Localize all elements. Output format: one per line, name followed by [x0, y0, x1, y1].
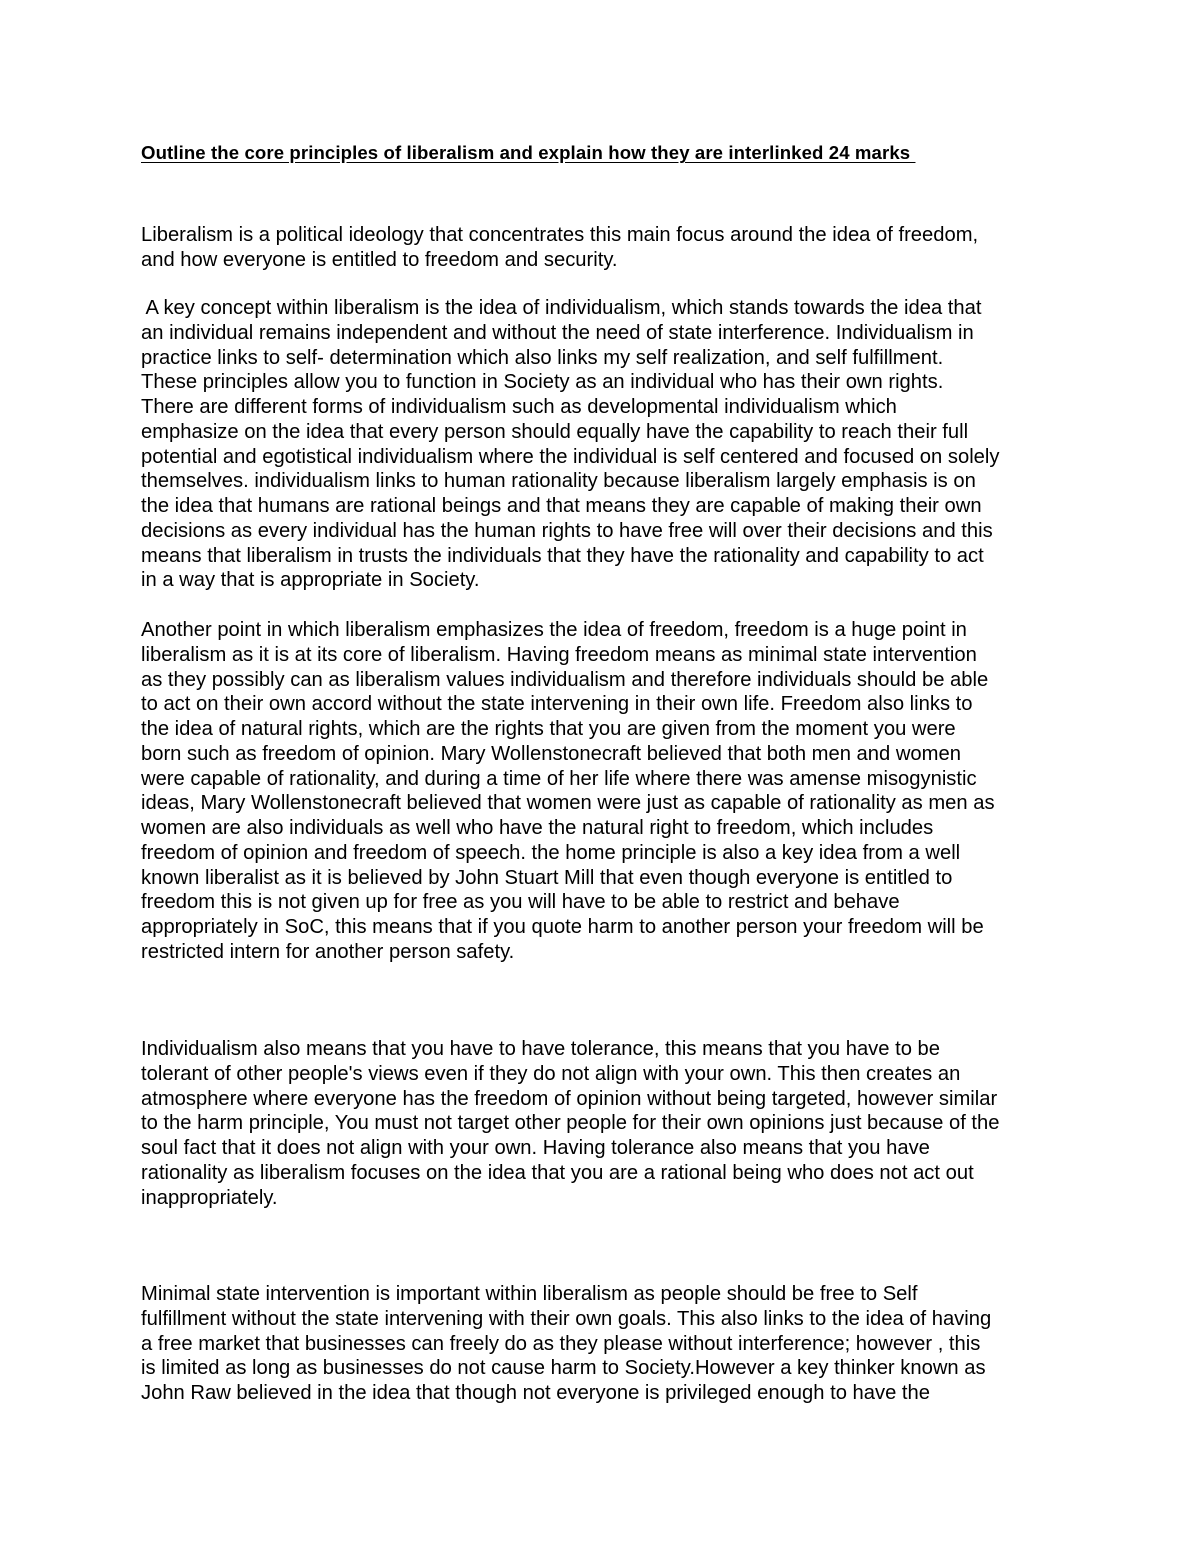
paragraph-individualism	[141, 296, 1066, 593]
paragraph-line: liberalism as it is at its core of liberalism. Having freedom means as minimal state intervention	[141, 643, 977, 666]
paragraph-line: as they possibly can as liberalism values individualism and therefore individuals should be able	[141, 668, 989, 691]
paragraph-line: Another point in which liberalism emphasizes the idea of freedom, freedom is a huge point in	[141, 619, 967, 641]
paragraph-line: a free market that businesses can freely do as they please without interference; however , this	[141, 1332, 981, 1355]
paragraph-line: the idea that humans are rational beings and that means they are capable of making their own	[141, 495, 982, 517]
paragraph-line: Liberalism is a political ideology that concentrates this main focus around the idea of freedom,	[141, 224, 979, 246]
paragraph-line: the idea of natural rights, which are the rights that you are given from the moment you were	[141, 718, 956, 740]
paragraph-line: in a way that is appropriate in Society.	[141, 569, 480, 592]
paragraph-tolerance	[141, 1037, 1066, 1210]
paragraph-line: atmosphere where everyone has the freedom of opinion without being targeted, however similar	[141, 1087, 998, 1110]
paragraph-line: emphasize on the idea that every person should equally have the capability to reach their full	[141, 420, 969, 443]
paragraph-line: appropriately in SoC, this means that if you quote harm to another person your freedom will be	[141, 916, 984, 938]
paragraph-line: to the harm principle, You must not target other people for their own opinions just because of the	[141, 1112, 1000, 1135]
paragraph-line: decisions as every individual has the human rights to have free will over their decisions and this	[141, 519, 993, 542]
paragraph-line: born such as freedom of opinion. Mary Wollenstonecraft believed that both men and women	[141, 742, 961, 765]
paragraph-line: practice links to self- determination which also links my self realization, and self fulfillment.	[141, 346, 944, 369]
paragraph-line: soul fact that it does not align with your own. Having tolerance also means that you have	[141, 1137, 930, 1159]
paragraph-line: freedom of opinion and freedom of speech. the home principle is also a key idea from a well	[141, 841, 961, 864]
paragraph-line: women are also individuals as well who have the natural right to freedom, which includes	[141, 817, 934, 839]
paragraph-line: John Raw believed in the idea that though not everyone is privileged enough to have the	[141, 1382, 930, 1404]
paragraph-line: freedom this is not given up for free as you will have to be able to restrict and behave	[141, 891, 900, 914]
paragraph-line: tolerant of other people's views even if they do not align with your own. This then creates an	[141, 1062, 961, 1085]
paragraph-line: to act on their own accord without the state intervening in their own life. Freedom also links to	[141, 693, 973, 716]
paragraph-line: Minimal state intervention is important within liberalism as people should be free to Self	[141, 1283, 918, 1305]
paragraph-line: an individual remains independent and without the need of state interference. Individualism in	[141, 321, 974, 344]
paragraph-line: rationality as liberalism focuses on the idea that you are a rational being who does not act out	[141, 1161, 974, 1184]
paragraph-line: ideas, Mary Wollenstonecraft believed that women were just as capable of rationality as men as	[141, 792, 995, 815]
paragraph-line: fulfillment without the state intervening with their own goals. This also links to the idea of having	[141, 1307, 992, 1330]
paragraph-line: These principles allow you to function in Society as an individual who has their own rights.	[141, 371, 944, 394]
paragraph-line: restricted intern for another person safety.	[141, 940, 515, 963]
paragraph-line: themselves. individualism links to human rationality because liberalism largely emphasis is on	[141, 470, 976, 493]
paragraph-line: were capable of rationality, and during a time of her life where there was amense misogynistic	[141, 767, 977, 790]
paragraph-line: There are different forms of individualism such as developmental individualism which	[141, 396, 897, 418]
paragraph-line: known liberalist as it is believed by John Stuart Mill that even though everyone is entitled to	[141, 866, 953, 889]
paragraph-freedom	[141, 618, 1066, 965]
paragraph-line: A key concept within liberalism is the idea of individualism, which stands towards the idea that	[141, 297, 982, 319]
paragraph-line: means that liberalism in trusts the individuals that they have the rationality and capability to act	[141, 544, 984, 567]
paragraph-line: is limited as long as businesses do not cause harm to Society.However a key thinker known as	[141, 1357, 986, 1380]
paragraph-line: and how everyone is entitled to freedom and security.	[141, 248, 618, 271]
paragraph-intro	[141, 223, 1066, 273]
paragraph-line: potential and egotistical individualism where the individual is self centered and focused on solely	[141, 445, 1000, 468]
paragraph-line: Individualism also means that you have to have tolerance, this means that you have to be	[141, 1038, 941, 1060]
paragraph-minimal-state	[141, 1282, 1066, 1406]
essay-title: Outline the core principles of liberalism and explain how they are interlinked 24 marks	[141, 142, 916, 163]
paragraph-line: inappropriately.	[141, 1186, 278, 1209]
